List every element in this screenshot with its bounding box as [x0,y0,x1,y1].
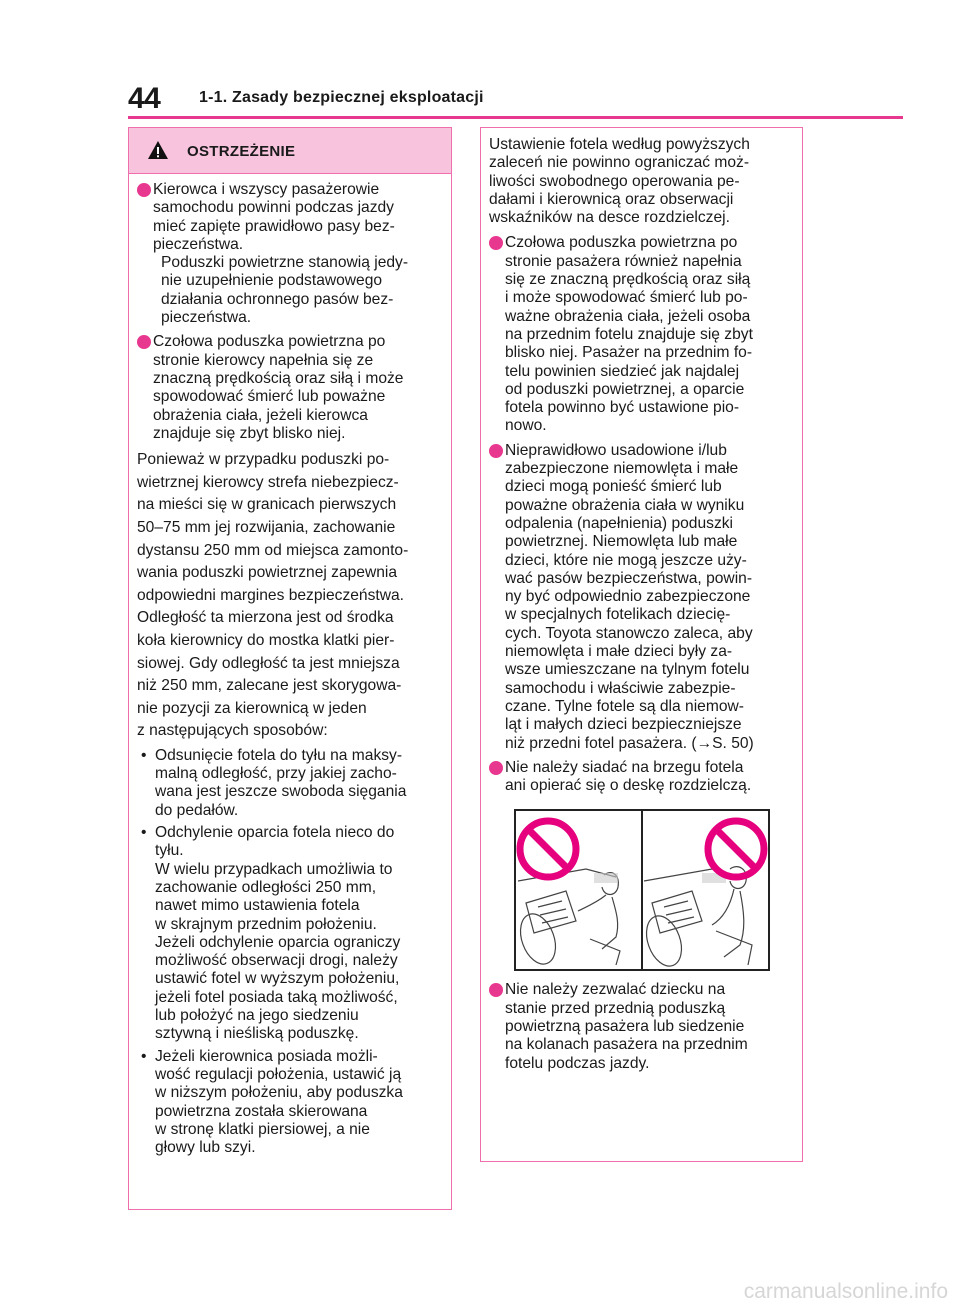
scene-right [640,867,752,969]
sub-bullet-mark: • [141,824,147,842]
warning-triangle-icon [147,140,169,160]
sub-bullet-mark: • [141,1047,147,1065]
bullet-dot-icon [489,983,503,997]
bullet-text: Nieprawidłowo usadowione i/lub zabezpieczone niemowlęta i małe dzieci mogą ponieść śmierć lub poważne obrażenia ciała w wyniku odpalenia (napełnienia) poduszki powietrznej. Niemowlęta lub małe dzieci, które nie mogą jeszcze uży- wać pasów bezpieczeństwa, powin- ny być odpowiednio zabezpieczone w specjalnych fotelikach dziecię- cych. Toyota stanowczo zaleca, aby niemowlęta i małe dzieci były za- wsze umieszczane na tylnym fotelu samochodu i właściwie zabezpie- czane. Tylne fotele są dla niemow- ląt i małych dzieci bezpieczniejsze niż przedni fotel pasażera. (→S. 50) [505,441,754,752]
bullet-text: Nie należy zezwalać dziecku na stanie przed przednią poduszką powietrzną pasażera lub siedzenie na kolanach pasażera na przednim fotelu podczas jazdy. [505,981,748,1072]
section-title: 1-1. Zasady bezpiecznej eksploatacji [199,89,484,106]
warning-title: OSTRZEŻENIE [187,143,296,160]
bullet-dot-icon [489,761,503,775]
list-item [489,442,794,753]
warning-content [129,174,451,1157]
prohibition-icon [708,821,764,877]
warning-box-continued [480,127,803,1162]
bullet-text: Kierowca i wszyscy pasażerowie samochodu powinni podczas jazdy mieć zapięte prawidłowo pasy bez- pieczeństwa. [153,181,395,253]
sub-list-item [137,1048,443,1158]
bullet-text: Nie należy siadać na brzegu fotela ani opierać się o deskę rozdzielczą. [505,758,752,795]
warning-box [128,127,452,1210]
sub-item-text: Jeżeli kierownica posiada możli- wość regulacji położenia, ustawić ją w niższym położeniu, aby poduszka powietrzna została skierowana w stronę klatki piersiowej, a nie głowy lub szyi. [155,1047,403,1157]
list-item [489,234,794,435]
watermark: carmanualsonline.info [743,1280,948,1303]
illustration-drawing [516,811,768,969]
list-item [489,759,794,796]
intro-text: Ustawienie fotela według powyższych zaleceń nie powinno ograniczać moż- liwości swobodnego operowania pe- dałami i kierownicą oraz obserwacji wskaźników na desce rozdzielczej. [489,136,750,227]
list-item [137,333,443,443]
sub-bullet-mark: • [141,746,147,764]
sub-list-item [137,747,443,820]
warning-content [481,128,802,1073]
bullet-text: Czołowa poduszka powietrzna po stronie kierowcy napełnia się ze znaczną prędkością oraz siłą i może spowodować śmierć lub poważne obrażenia ciała, jeżeli kierowca znajduje się zbyt blisko niej. [153,333,404,442]
prohibition-illustration [514,809,770,971]
sub-item-text: Odsunięcie fotela do tyłu na maksy- malną odległość, przy jakiej zacho- wana jest jeszcze swoboda sięgania do pedałów. [155,746,407,819]
scene-left [516,869,620,969]
page-number: 44 [128,82,161,115]
bullet-note: Poduszki powietrzne stanowią jedy- nie uzupełnienie podstawowego działania ochronnego pasów bez- pieczeństwa. [161,254,409,327]
sub-item-text: Odchylenie oparcia fotela nieco do tyłu. W wielu przypadkach umożliwia to zachowanie odległości 250 mm, nawet mimo ustawienia fotela w skrajnym przednim położeniu. Jeżeli odchylenie oparcia ograniczy możliwość obserwacji drogi, należy ustawić fotel w wyższym położeniu, jeżeli fotel posiada taką możliwość, lub położyć na jego siedzeniu sztywną i nieśliską poduszkę. [155,824,401,1043]
list-item [137,181,443,327]
bullet-dot-icon [137,335,151,349]
page-header [128,80,903,116]
header-rule [128,116,903,119]
bullet-dot-icon [489,236,503,250]
sub-list-item [137,824,443,1044]
list-item [489,981,794,1072]
bullet-dot-icon [137,183,151,197]
bullet-text: Czołowa poduszka powietrzna po stronie pasażera również napełnia się ze znaczną prędkością oraz siłą i może spowodować śmierć lub po- ważne obrażenia ciała, jeżeli osoba na przednim fotelu znajduje się zbyt blisko niej. Pasażer na przednim fo- telu powinien siedzieć jak najdalej od poduszki powietrznej, a oparcie fotela powinno być ustawione pio- nowo. [505,234,753,435]
bullet-dot-icon [489,444,503,458]
prohibition-icon [520,821,576,877]
body-paragraph: Ponieważ w przypadku poduszki po- wietrznej kierowcy strefa niebezpiecz- na mieści się w granicach pierwszych 50–75 mm jej rozwijania, zachowanie dystansu 250 mm od miejsca zamonto- wania poduszki powietrznej zapewnia odpowiedni margines bezpieczeństwa. Odległość ta mierzona jest od środka koła kierownicy do mostka klatki pier- siowej. Gdy odległość ta jest mniejsza niż 250 mm, zalecane jest skorygowa- nie pozycji za kierownicą w jeden z następujących sposobów: [137,451,409,740]
warning-header [129,128,451,174]
